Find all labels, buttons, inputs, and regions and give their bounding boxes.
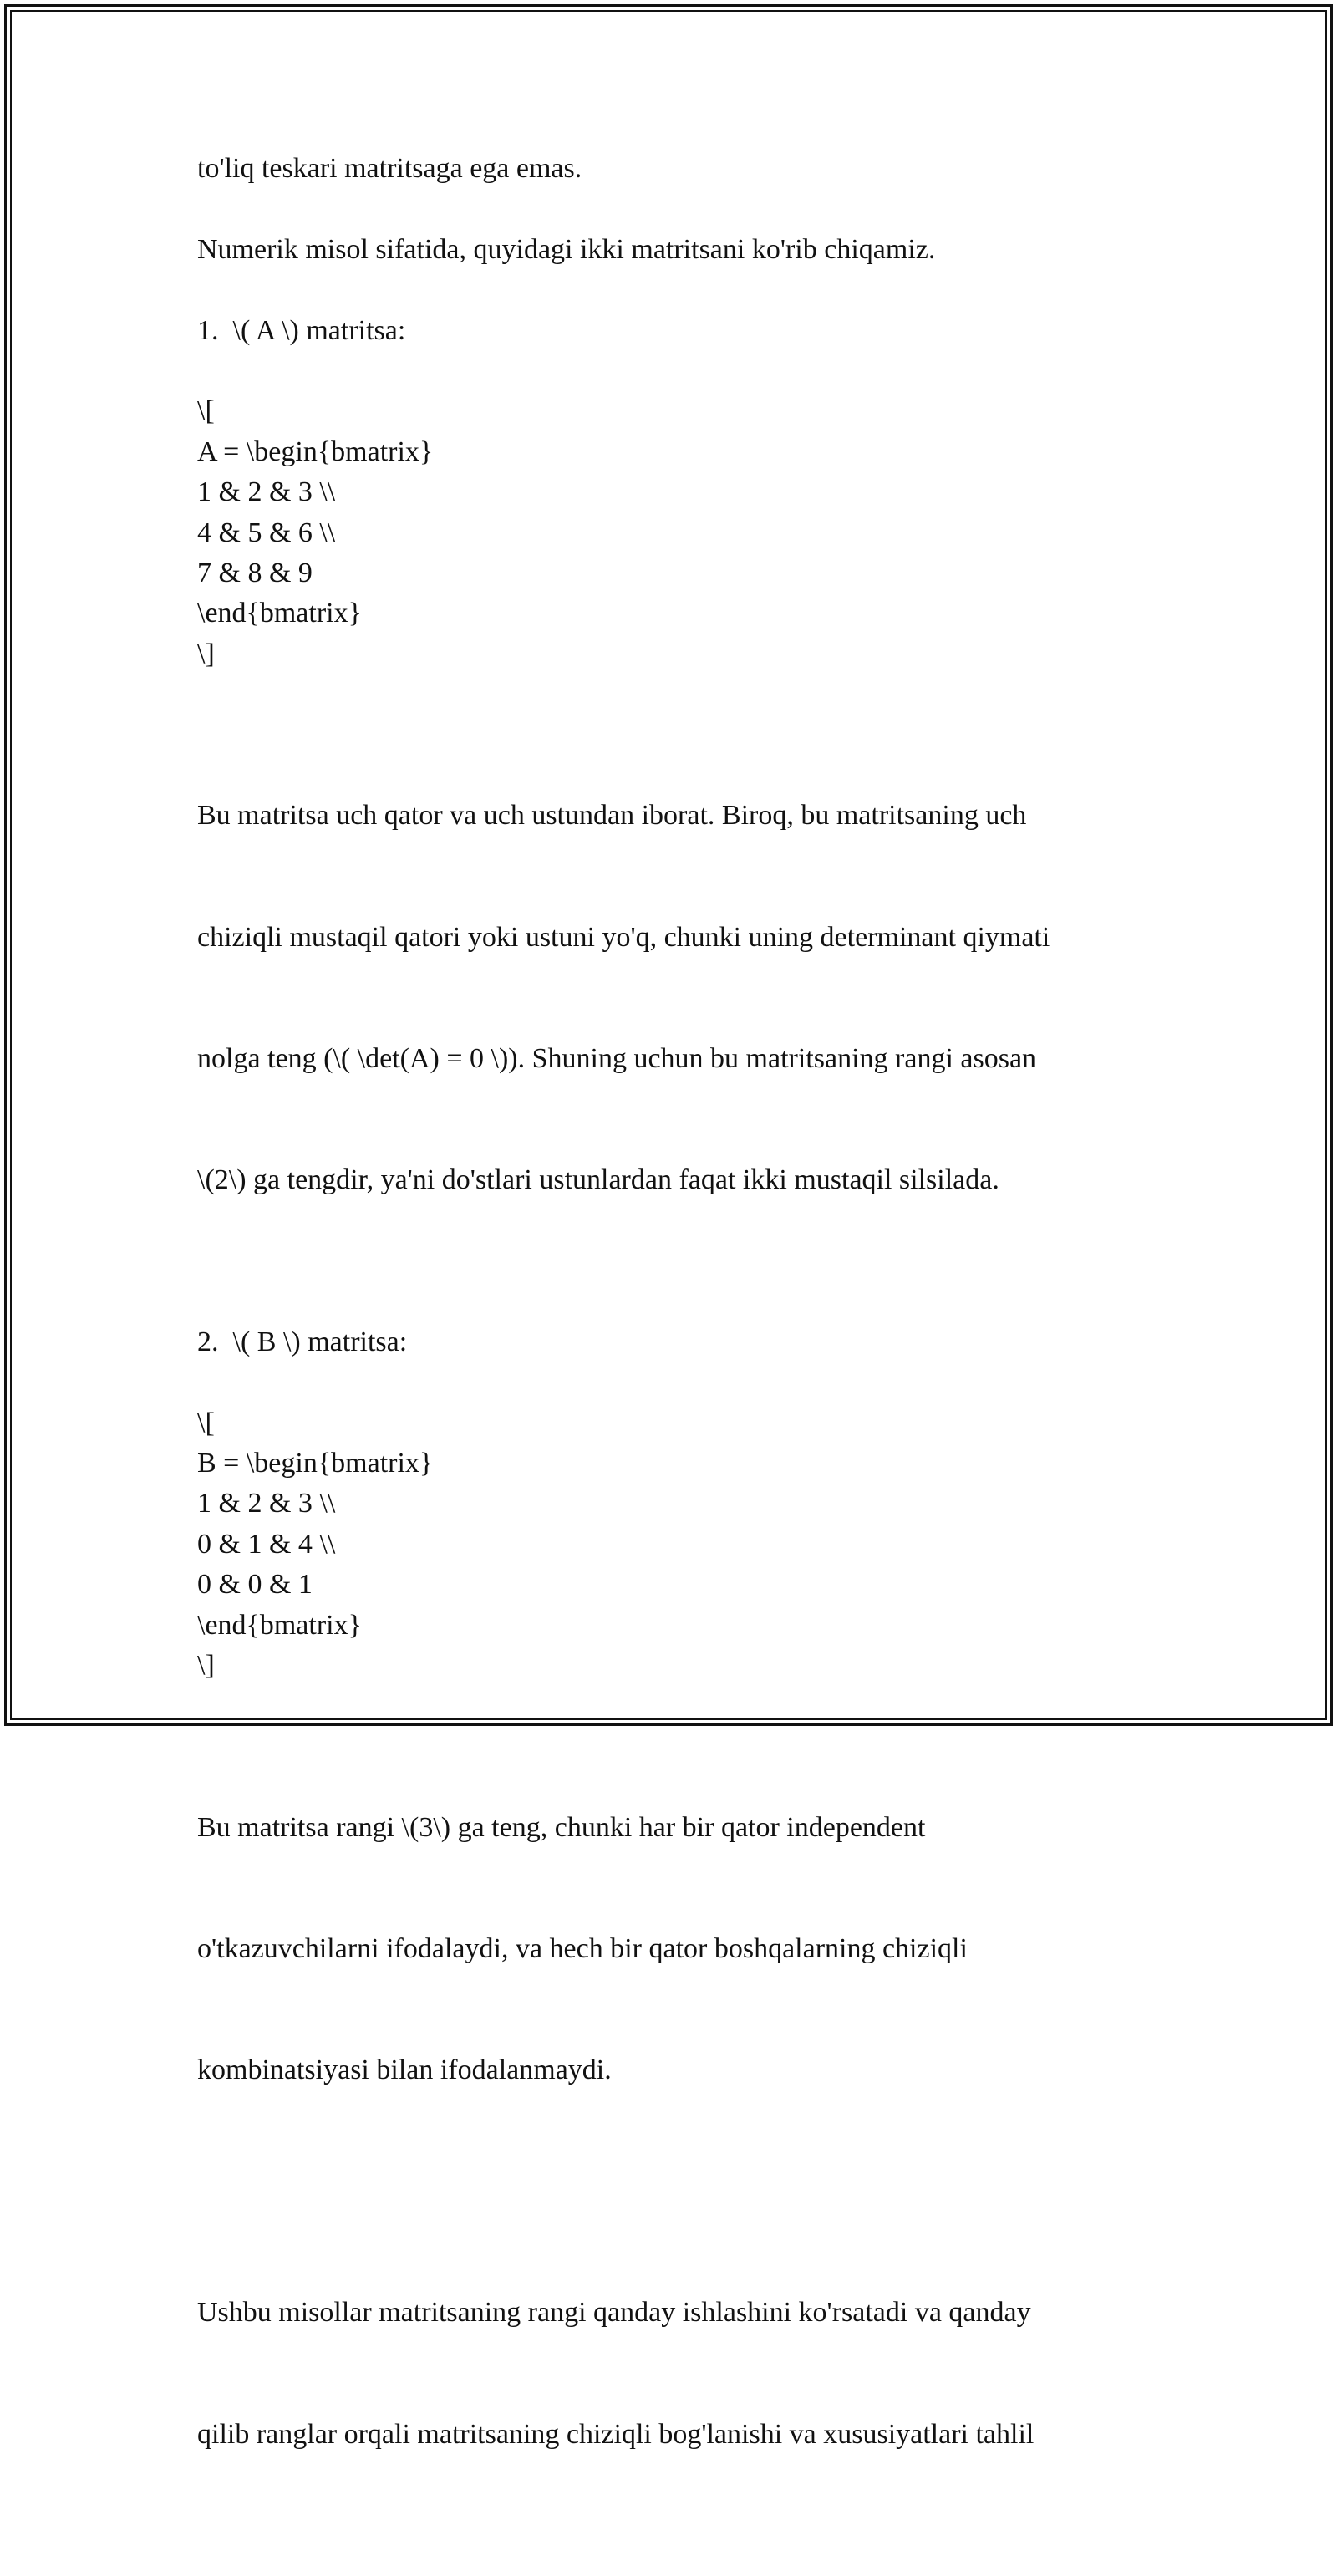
matrix-a-row: 7 & 8 & 9 (197, 557, 313, 589)
paragraph-matrix-a-explanation (197, 715, 1141, 1282)
matrix-a-open: \[ (197, 395, 215, 427)
matrix-b-close: \] (197, 1649, 215, 1681)
heading-matrix-b: 2. \( B \) matritsa: (197, 1326, 408, 1357)
matrix-a-latex (197, 391, 1141, 675)
text-line: kombinatsiyasi bilan ifodalanmaydi. (197, 2054, 612, 2085)
paragraph-matrix-b-explanation (197, 1727, 1141, 2171)
matrix-a-end: \end{bmatrix} (197, 598, 362, 629)
text-line: Ushbu misollar matritsaning rangi qanday ishlashini ko'rsatadi va qanday (197, 2297, 1031, 2329)
paragraph-intro: to'liq teskari matritsaga ega emas. (197, 153, 582, 184)
text-line: chiziqli mustaqil qatori yoki ustuni yo'q, chunki uning determinant qiymati (197, 921, 1050, 953)
heading-matrix-a: 1. \( A \) matritsa: (197, 314, 406, 346)
text-line: qilib ranglar orqali matritsaning chiziqli bog'lanishi va xususiyatlari tahlil (197, 2418, 1035, 2450)
matrix-b-begin: B = \begin{bmatrix} (197, 1447, 434, 1479)
paragraph-conclusion (197, 2212, 1141, 2536)
matrix-a-row: 1 & 2 & 3 \\ (197, 476, 336, 508)
text-line: \(2\) ga tengdir, ya'ni do'stlari ustunlardan faqat ikki mustaqil silsilada. (197, 1164, 999, 1196)
text-line: o'tkazuvchilarni ifodalaydi, va hech bir qator boshqalarning chiziqli (197, 1932, 968, 1964)
text-line: nolga teng (\( \det(A) = 0 \)). Shuning uchun bu matritsaning rangi asosan (197, 1042, 1037, 1074)
matrix-b-end: \end{bmatrix} (197, 1609, 362, 1641)
matrix-b-latex (197, 1403, 1141, 1687)
document-page (197, 149, 1141, 2576)
matrix-b-row: 0 & 1 & 4 \\ (197, 1528, 336, 1560)
matrix-b-row: 1 & 2 & 3 \\ (197, 1488, 336, 1520)
paragraph-numeric-example: Numerik misol sifatida, quyidagi ikki matritsani ko'rib chiqamiz. (197, 233, 936, 265)
matrix-a-begin: A = \begin{bmatrix} (197, 435, 434, 467)
matrix-b-row: 0 & 0 & 1 (197, 1569, 313, 1601)
matrix-a-close: \] (197, 638, 215, 669)
matrix-b-open: \[ (197, 1407, 215, 1438)
text-line: Bu matritsa uch qator va uch ustundan iborat. Biroq, bu matritsaning uch (197, 800, 1027, 832)
text-line: Bu matritsa rangi \(3\) ga teng, chunki har bir qator independent (197, 1811, 926, 1843)
matrix-a-row: 4 & 5 & 6 \\ (197, 517, 336, 548)
